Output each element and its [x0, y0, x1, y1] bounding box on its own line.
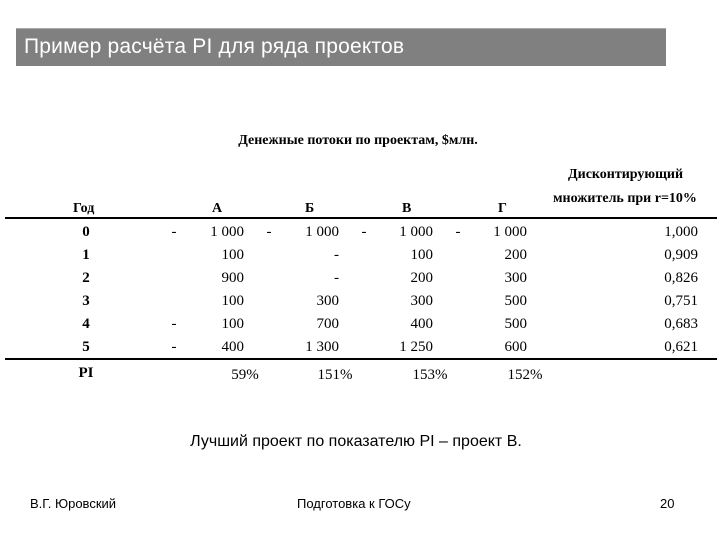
cell-a: 100 [221, 293, 244, 309]
cell-b: 1 300 [305, 339, 339, 355]
cell-g: 300 [504, 270, 527, 286]
footer-author: В.Г. Юровский [30, 496, 117, 511]
table-rule-bottom [5, 358, 717, 360]
cell-factor: 0,621 [664, 339, 698, 355]
cell-g-sign: - [455, 224, 461, 240]
cell-g: 200 [504, 247, 527, 263]
pi-value-g: 152% [507, 367, 543, 383]
cell-year: 3 [82, 293, 90, 309]
cell-v-sign: - [361, 224, 367, 240]
cell-factor: 0,751 [664, 293, 698, 309]
pi-label: PI [78, 365, 94, 381]
cell-b: 1 000 [305, 224, 339, 240]
slide-title: Пример расчёта PI для ряда проектов [24, 35, 405, 58]
conclusion-text: Лучший проект по показателю PI – проект В. [190, 433, 522, 450]
cell-b: 300 [316, 293, 339, 309]
cell-b-sign: - [266, 224, 272, 240]
pi-value-b: 151% [317, 367, 353, 383]
pi-value-v: 153% [412, 367, 448, 383]
cell-year: 2 [82, 270, 90, 286]
cell-v: 200 [410, 270, 433, 286]
cell-a-sign: - [171, 316, 177, 332]
footer-page-number: 20 [660, 496, 675, 511]
cell-factor: 0,826 [664, 270, 698, 286]
header-v: В [402, 201, 412, 216]
cell-v: 300 [410, 293, 433, 309]
cell-a: 100 [221, 316, 244, 332]
cell-factor: 1,000 [664, 224, 698, 240]
cell-b: 700 [316, 316, 339, 332]
cell-a: 1 000 [210, 224, 244, 240]
slide-title-bar [16, 28, 666, 66]
cell-b: - [334, 247, 339, 263]
cell-factor: 0,683 [664, 316, 698, 332]
cell-year: 4 [82, 316, 90, 332]
header-b: Б [305, 201, 315, 216]
cell-g: 600 [504, 339, 527, 355]
table-rule-top [5, 217, 717, 219]
cell-v: 1 250 [399, 339, 433, 355]
header-discount-line1: Дисконтирующий [568, 167, 684, 182]
cell-a: 100 [221, 247, 244, 263]
header-a: А [212, 201, 223, 216]
cell-a-sign: - [171, 339, 177, 355]
cell-v: 400 [410, 316, 433, 332]
cell-factor: 0,909 [664, 247, 698, 263]
cell-v: 1 000 [399, 224, 433, 240]
pi-value-a: 59% [231, 367, 259, 383]
cell-year: 0 [82, 224, 90, 240]
header-year: Год [73, 201, 95, 216]
cell-b: - [334, 270, 339, 286]
table-title: Денежные потоки по проектам, $млн. [238, 133, 478, 148]
cell-year: 1 [82, 247, 90, 263]
cell-year: 5 [82, 339, 90, 355]
header-discount-line2: множитель при r=10% [553, 191, 697, 206]
cell-g: 500 [504, 293, 527, 309]
footer-course: Подготовка к ГОСу [297, 496, 411, 511]
cell-a: 900 [221, 270, 244, 286]
header-g: Г [498, 201, 507, 216]
cell-g: 1 000 [493, 224, 527, 240]
cell-a: 400 [221, 339, 244, 355]
cell-v: 100 [410, 247, 433, 263]
cell-g: 500 [504, 316, 527, 332]
cell-a-sign: - [171, 224, 177, 240]
